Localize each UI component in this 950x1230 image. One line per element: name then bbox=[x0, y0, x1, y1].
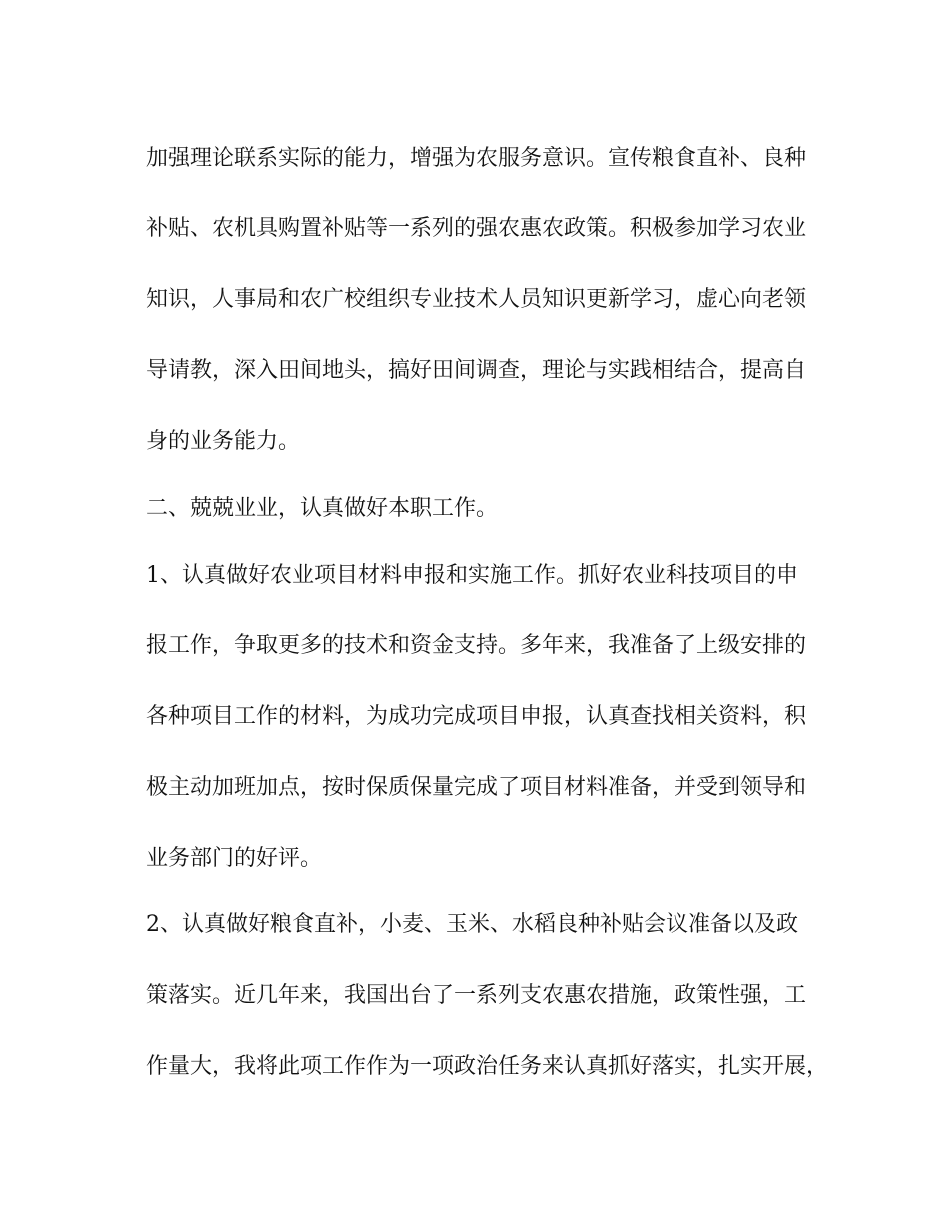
text-line-11: 业务部门的好评。 bbox=[146, 846, 323, 871]
text-line-14: 作量大，我将此项工作作为一项政治任务来认真抓好落实，扎实开展， bbox=[146, 1054, 829, 1079]
section-heading: 二、兢兢业业，认真做好本职工作。 bbox=[146, 496, 499, 521]
text-line-8: 报工作，争取更多的技术和资金支持。多年来，我准备了上级安排的 bbox=[146, 633, 807, 658]
text-line-3: 知识，人事局和农广校组织专业技术人员知识更新学习，虚心向老领 bbox=[146, 287, 807, 312]
text-line-5: 身的业务能力。 bbox=[146, 429, 301, 454]
text-line-4: 导请教，深入田间地头，搞好田间调查，理论与实践相结合，提高自 bbox=[146, 358, 807, 383]
text-line-1: 加强理论联系实际的能力，增强为农服务意识。宣传粮食直补、良种 bbox=[146, 146, 807, 171]
text-line-9: 各种项目工作的材料，为成功完成项目申报，认真查找相关资料，积 bbox=[146, 704, 807, 729]
text-line-13: 策落实。近几年来，我国出台了一系列支农惠农措施，政策性强，工 bbox=[146, 983, 807, 1008]
text-line-12: 2、认真做好粮食直补，小麦、玉米、水稻良种补贴会议准备以及政 bbox=[146, 912, 798, 937]
text-line-10: 极主动加班加点，按时保质保量完成了项目材料准备，并受到领导和 bbox=[146, 775, 807, 800]
text-line-7: 1、认真做好农业项目材料申报和实施工作。抓好农业科技项目的申 bbox=[146, 563, 798, 588]
text-line-2: 补贴、农机具购置补贴等一系列的强农惠农政策。积极参加学习农业 bbox=[146, 216, 807, 241]
